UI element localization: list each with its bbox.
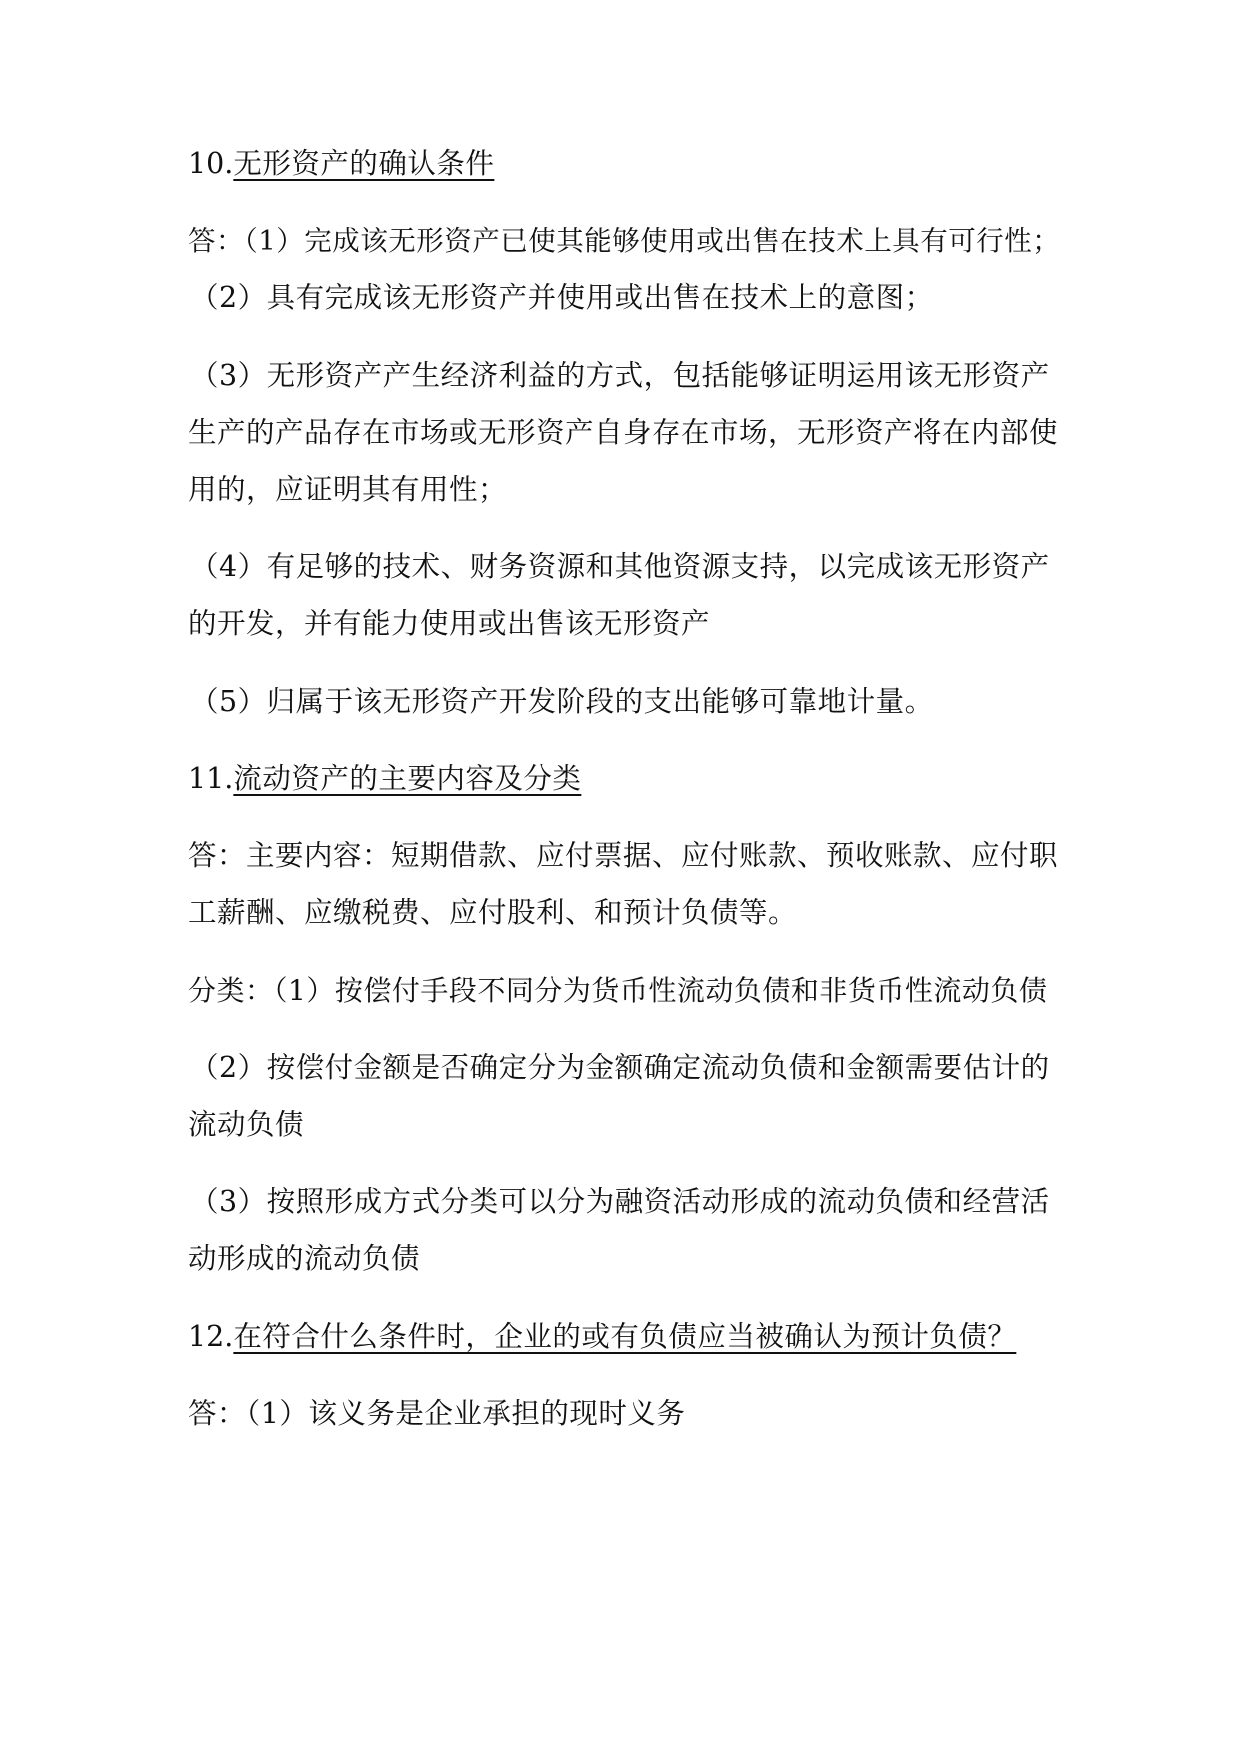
paragraph-line: （5）归属于该无形资产开发阶段的支出能够可靠地计量。 — [190, 685, 934, 718]
section-number: 11. — [188, 762, 234, 795]
paragraph-line: 流动负债 — [188, 1108, 305, 1141]
paragraph-line: 用的，应证明其有用性； — [188, 473, 508, 506]
section-title: 流动资产的主要内容及分类 — [233, 762, 582, 795]
paragraph-line: （4）有足够的技术、财务资源和其他资源支持，以完成该无形资产 — [190, 550, 1050, 583]
section-title: 在符合什么条件时，企业的或有负债应当被确认为预计负债？ — [233, 1320, 1017, 1353]
paragraph-line: 生产的产品存在市场或无形资产自身存在市场，无形资产将在内部使 — [188, 416, 1059, 449]
section-number: 10. — [188, 147, 234, 180]
section-10-heading — [188, 144, 494, 184]
paragraph-line: （3）无形资产产生经济利益的方式，包括能够证明运用该无形资产 — [190, 359, 1050, 392]
paragraph-line: 工薪酬、应缴税费、应付股利、和预计负债等。 — [188, 896, 798, 929]
paragraph-line: 动形成的流动负债 — [188, 1242, 421, 1275]
section-12-heading — [188, 1317, 1016, 1357]
section-number: 12. — [188, 1320, 234, 1353]
paragraph-line: （2）按偿付金额是否确定分为金额确定流动负债和金额需要估计的 — [190, 1051, 1050, 1084]
paragraph-line: （2）具有完成该无形资产并使用或出售在技术上的意图； — [190, 281, 934, 314]
paragraph-line: 分类：（1）按偿付手段不同分为货币性流动负债和非货币性流动负债 — [188, 974, 1048, 1007]
section-11-heading — [188, 759, 581, 799]
paragraph-line: （3）按照形成方式分类可以分为融资活动形成的流动负债和经营活 — [190, 1185, 1050, 1218]
paragraph-line: 答：主要内容：短期借款、应付票据、应付账款、预收账款、应付职 — [188, 839, 1059, 872]
paragraph-line: 答：（1）该义务是企业承担的现时义务 — [188, 1397, 686, 1430]
section-title: 无形资产的确认条件 — [233, 147, 495, 180]
paragraph-line: 的开发，并有能力使用或出售该无形资产 — [188, 607, 711, 640]
paragraph-line: 答：（1）完成该无形资产已使其能够使用或出售在技术上具有可行性； — [188, 225, 1061, 257]
